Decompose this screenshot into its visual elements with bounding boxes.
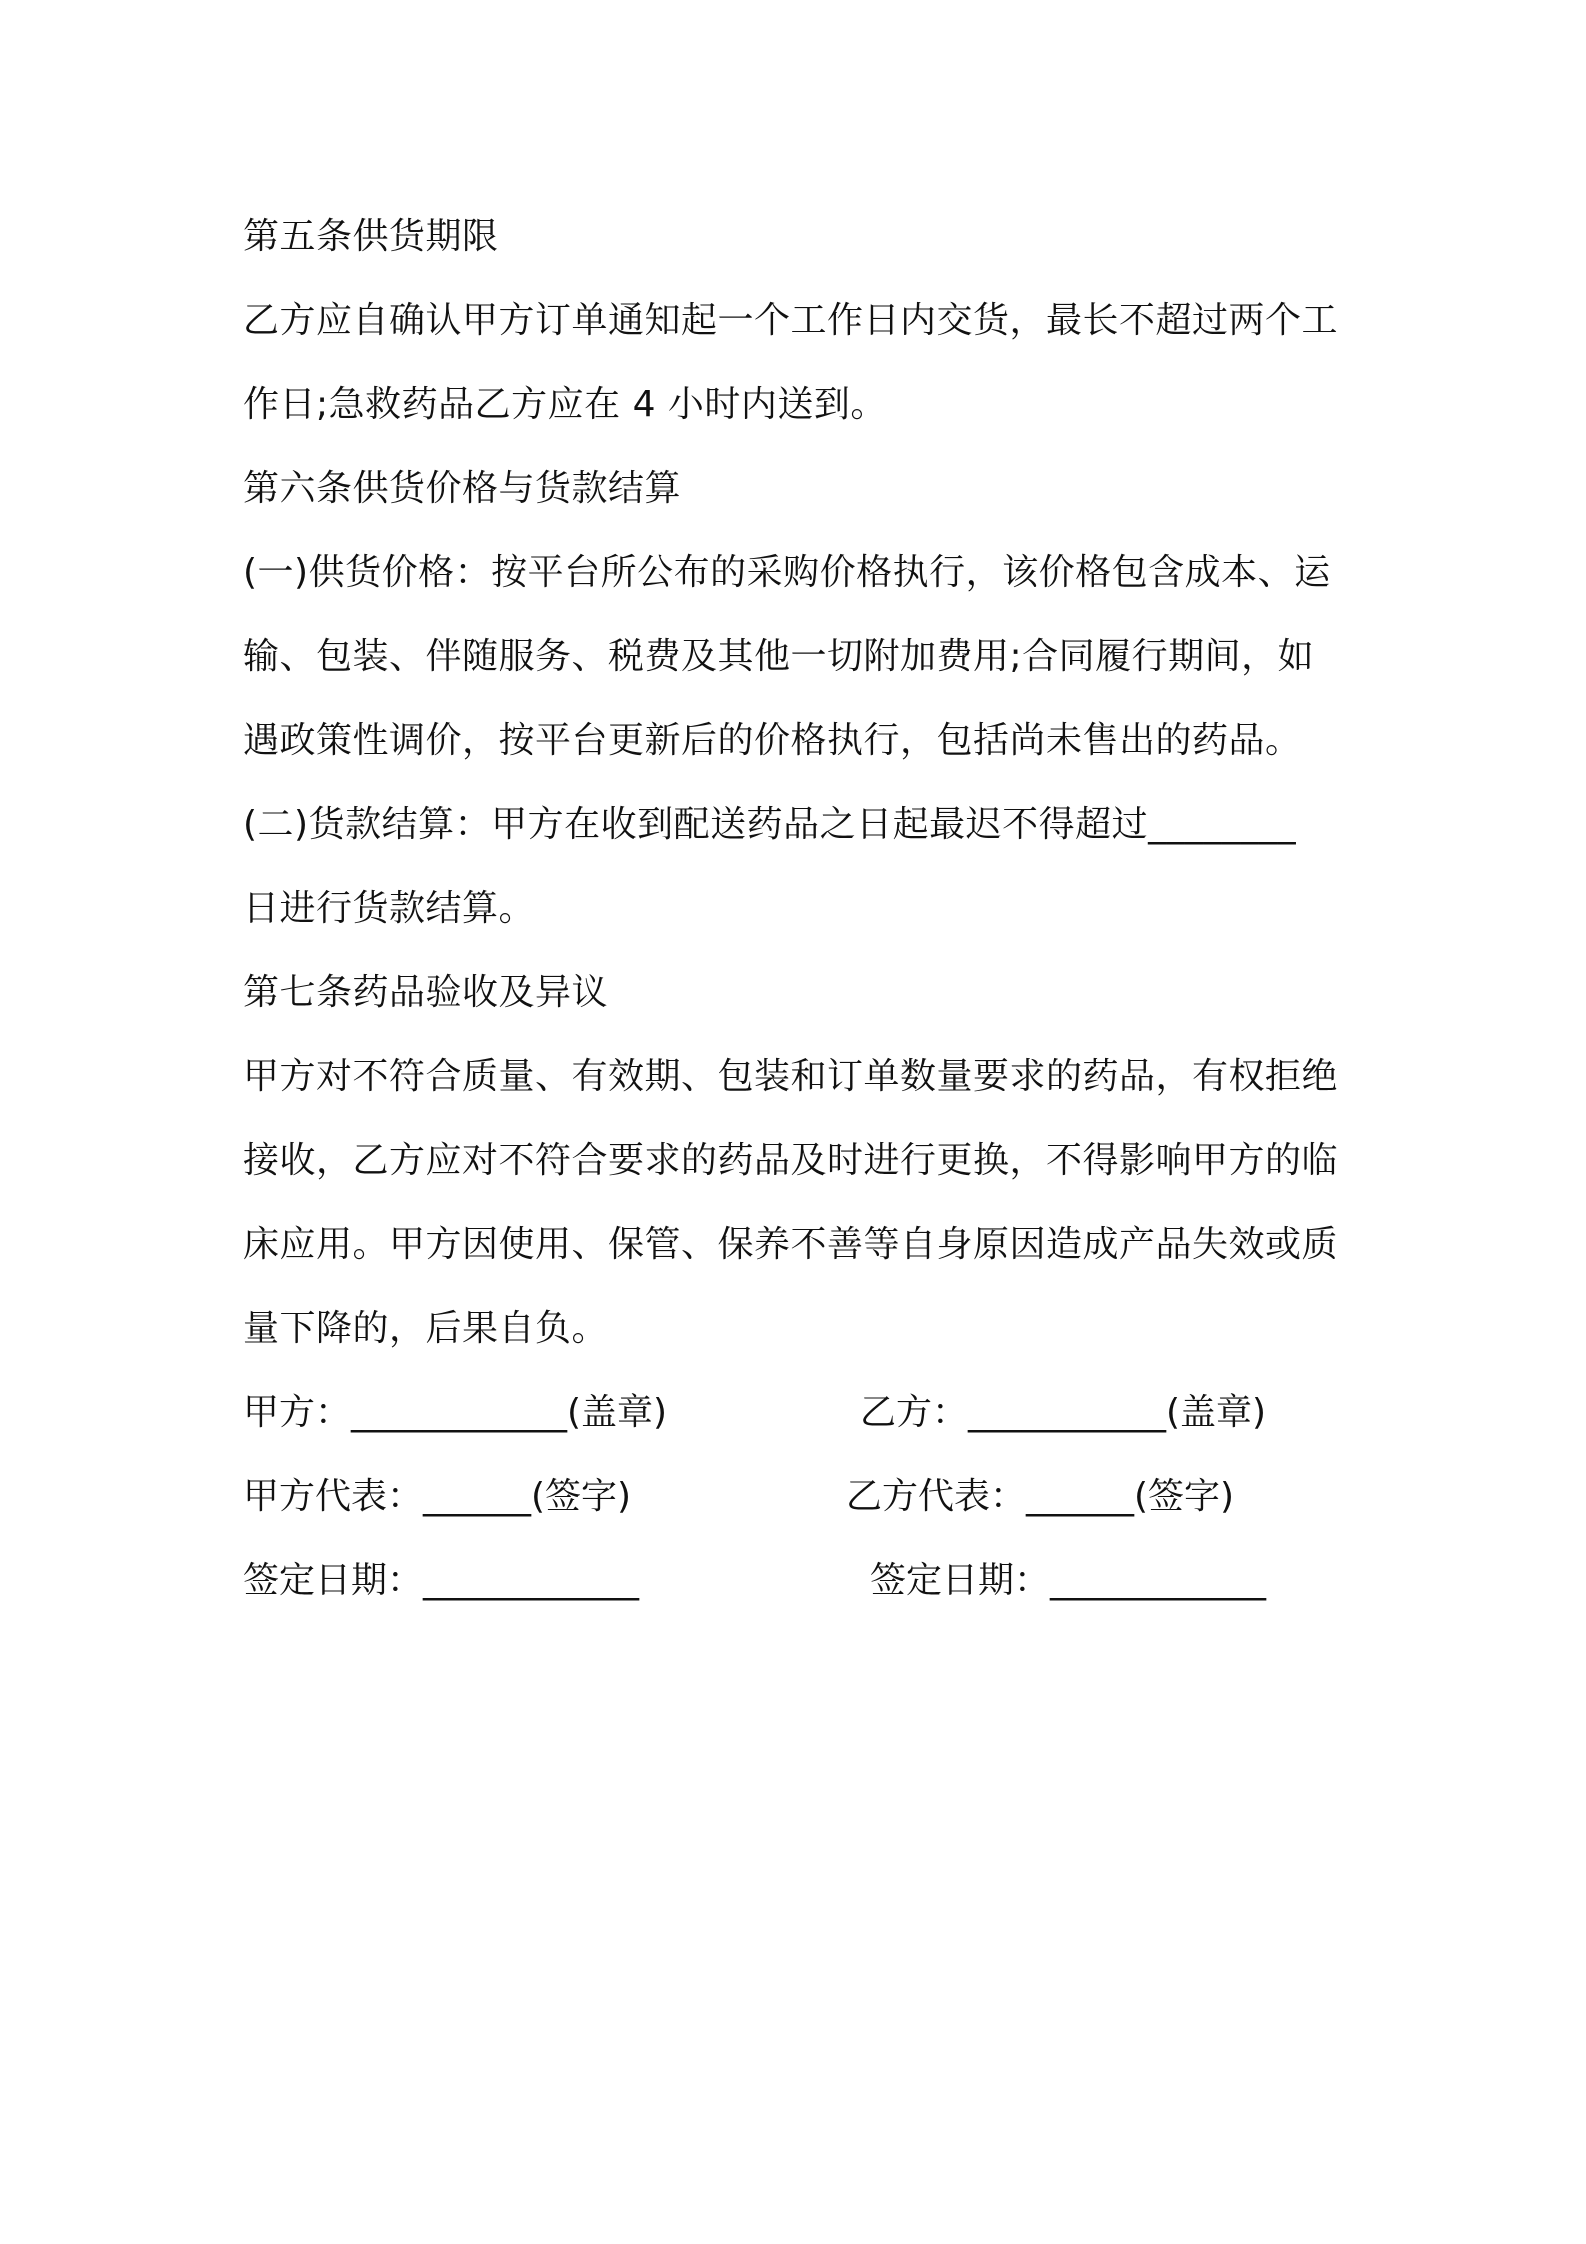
paragraph-line: (二)货款结算：甲方在收到配送药品之日起最迟不得超过________ (243, 804, 1297, 845)
signature-row-representative (243, 1455, 1358, 1539)
signature-row-date (243, 1539, 1358, 1623)
article-7-heading: 第七条药品验收及异议 (243, 972, 609, 1013)
paragraph-line: 床应用。甲方因使用、保管、保养不善等自身原因造成产品失效或质 (243, 1224, 1339, 1265)
paragraph-line: 接收，乙方应对不符合要求的药品及时进行更换，不得影响甲方的临 (243, 1140, 1339, 1181)
paragraph-line: 日进行货款结算。 (243, 888, 536, 929)
party-b-seal-field: 乙方：___________(盖章) (860, 1392, 1267, 1433)
party-a-representative-field: 甲方代表：______(签字) (243, 1476, 632, 1517)
article-5-heading: 第五条供货期限 (243, 216, 499, 257)
paragraph-line: (一)供货价格：按平台所公布的采购价格执行，该价格包含成本、运 (243, 552, 1331, 593)
party-a-seal-field: 甲方：____________(盖章) (243, 1392, 668, 1433)
paragraph-line: 输、包装、伴随服务、税费及其他一切附加费用;合同履行期间，如 (243, 636, 1315, 677)
paragraph-line: 遇政策性调价，按平台更新后的价格执行，包括尚未售出的药品。 (243, 720, 1302, 761)
paragraph-line: 量下降的，后果自负。 (243, 1308, 609, 1349)
party-b-representative-field: 乙方代表：______(签字) (846, 1476, 1235, 1517)
party-a-date-field: 签定日期：____________ (243, 1560, 640, 1601)
document-body (243, 195, 1358, 1623)
signature-row-seal (243, 1371, 1358, 1455)
paragraph-line: 乙方应自确认甲方订单通知起一个工作日内交货，最长不超过两个工 (243, 300, 1339, 341)
article-6-heading: 第六条供货价格与货款结算 (243, 468, 682, 509)
party-b-date-field: 签定日期：____________ (870, 1560, 1267, 1601)
paragraph-line: 作日;急救药品乙方应在 4 小时内送到。 (243, 384, 887, 425)
paragraph-line: 甲方对不符合质量、有效期、包装和订单数量要求的药品，有权拒绝 (243, 1056, 1339, 1097)
